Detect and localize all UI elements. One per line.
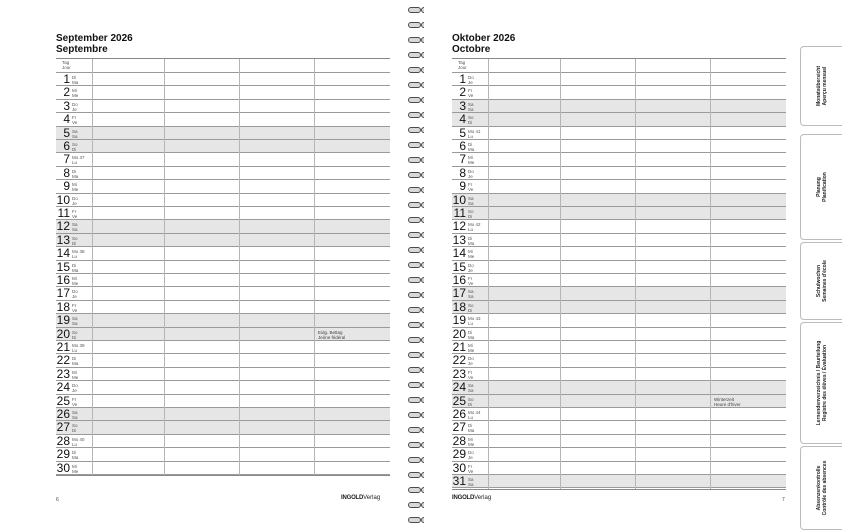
weekday-label: Fr Ve: [72, 396, 78, 407]
day-row[interactable]: [56, 368, 390, 381]
weekday-label: So Di: [468, 209, 474, 219]
day-number: 22: [452, 353, 466, 368]
weekday-label: Do Je: [72, 383, 78, 394]
day-row[interactable]: [452, 395, 786, 408]
day-row[interactable]: [452, 180, 786, 193]
day-row[interactable]: [56, 207, 390, 220]
right-month-title-fr: Octobre: [452, 44, 491, 55]
left-page: [0, 0, 420, 530]
day-row[interactable]: [452, 153, 786, 166]
day-number: 11: [453, 206, 466, 220]
day-number: 20: [56, 326, 70, 341]
weekday-label: Fr Ve: [468, 463, 474, 474]
day-row[interactable]: [452, 234, 786, 247]
weekday-label: Di Ma: [468, 423, 475, 434]
right-brand-rest: Verlag: [474, 495, 492, 501]
right-day-grid: [452, 58, 786, 490]
day-number: 10: [452, 192, 466, 207]
weekday-label: Mi Me: [72, 369, 79, 380]
day-row[interactable]: [56, 261, 390, 274]
day-row[interactable]: [56, 194, 390, 207]
weekday-label: Sa Sa: [468, 383, 474, 394]
weekday-label: Mo 44 Lu: [468, 410, 481, 420]
register-tabs: [800, 0, 842, 530]
day-row[interactable]: [56, 220, 390, 233]
day-row[interactable]: [452, 301, 786, 314]
weekday-label: Mo 37 Lu: [72, 155, 85, 166]
day-row[interactable]: [452, 328, 786, 341]
left-publisher-logo: [341, 495, 380, 501]
weekday-label: So Di: [72, 329, 78, 340]
weekday-label: Sa Sa: [468, 477, 474, 487]
day-row[interactable]: [452, 435, 786, 448]
day-number: 17: [56, 286, 70, 301]
day-number: 21: [452, 340, 466, 354]
day-number: 4: [63, 112, 70, 127]
day-number: 12: [56, 219, 70, 234]
day-row[interactable]: [56, 274, 390, 287]
day-number: 2: [459, 85, 466, 100]
weekday-label: Mo 40 Lu: [72, 436, 85, 447]
grid-header-row: [56, 59, 390, 73]
grid-header-row: [452, 59, 786, 73]
right-month-title-de: Oktober 2026: [452, 33, 516, 44]
weekday-label: Do Je: [468, 450, 474, 461]
weekday-label: Di Ma: [72, 75, 79, 85]
day-number: 14: [452, 246, 466, 261]
weekday-label: Sa Sa: [72, 316, 78, 327]
column-divider: [164, 59, 165, 475]
day-number: 19: [452, 313, 466, 328]
weekday-label: Fr Ve: [72, 115, 78, 126]
day-number: 8: [459, 165, 466, 180]
day-number: 14: [56, 246, 70, 261]
column-divider: [239, 59, 240, 475]
day-row[interactable]: [56, 86, 390, 99]
weekday-label: Fr Ve: [72, 209, 78, 219]
day-number: 7: [63, 152, 70, 167]
day-number: 28: [56, 433, 70, 448]
weekday-label: Sa Sa: [72, 410, 78, 420]
day-number: 9: [459, 179, 466, 194]
left-brand-bold: INGOLD: [341, 495, 364, 501]
day-number: 24: [452, 380, 466, 395]
holiday-note: Winterzeit Heure d'hiver: [714, 396, 741, 407]
day-number: 1: [459, 72, 466, 86]
day-number: 1: [63, 72, 70, 86]
weekday-label: Sa Sa: [72, 222, 78, 233]
column-divider: [92, 59, 93, 475]
weekday-label: Do Je: [468, 356, 474, 367]
left-page-number: 6: [56, 497, 59, 503]
tab-student-register-label: Lernendenverzeichnis / Beurteilung Registre des élèves / Évaluation: [815, 340, 828, 426]
day-number: 27: [56, 420, 70, 435]
weekday-label: Mi Me: [72, 88, 79, 99]
right-page: [424, 0, 824, 530]
weekday-label: Mo 42 Lu: [468, 222, 481, 233]
weekday-label: Di Ma: [72, 356, 79, 367]
day-row[interactable]: [56, 448, 390, 461]
day-row[interactable]: [56, 421, 390, 434]
day-number: 5: [63, 125, 70, 140]
day-row[interactable]: [452, 408, 786, 421]
day-number: 16: [452, 273, 466, 287]
day-row[interactable]: [452, 421, 786, 434]
weekday-label: Di Ma: [72, 168, 79, 179]
weekday-label: Mo 38 Lu: [72, 249, 85, 260]
day-row[interactable]: [56, 180, 390, 193]
weekday-label: Do Je: [72, 195, 78, 206]
day-number: 26: [452, 407, 466, 421]
day-row[interactable]: [452, 381, 786, 394]
weekday-label: Fr Ve: [468, 88, 474, 99]
tab-school-weeks[interactable]: [800, 242, 842, 320]
day-number: 25: [452, 393, 466, 408]
day-number: 20: [452, 326, 466, 341]
column-divider: [314, 59, 315, 475]
weekday-label: Mi Me: [468, 343, 475, 353]
day-number: 4: [459, 112, 466, 127]
weekday-label: Di Ma: [468, 235, 475, 246]
day-number: 13: [452, 232, 466, 247]
day-row[interactable]: [452, 475, 786, 488]
day-number: 30: [56, 460, 70, 475]
day-column-header: Tag Jour: [62, 60, 71, 70]
tab-school-weeks-label: Schulwochen Semaines d'école: [815, 260, 828, 302]
left-month-title-fr: Septembre: [56, 44, 108, 55]
day-number: 21: [56, 340, 70, 354]
weekday-label: So Di: [72, 142, 78, 152]
day-row[interactable]: [452, 100, 786, 113]
right-page-number: 7: [782, 497, 785, 503]
day-row[interactable]: [56, 341, 390, 354]
weekday-label: Mo 39 Lu: [72, 343, 85, 353]
left-brand-rest: Verlag: [363, 495, 381, 501]
day-number: 30: [452, 460, 466, 475]
day-row[interactable]: [56, 167, 390, 180]
day-row[interactable]: [56, 301, 390, 314]
weekday-label: Mi Me: [72, 463, 79, 474]
day-row[interactable]: [56, 140, 390, 153]
day-number: 23: [56, 366, 70, 381]
weekday-label: Fr Ve: [72, 302, 78, 313]
day-number: 28: [452, 433, 466, 448]
weekday-label: Mi Me: [468, 155, 475, 166]
day-number: 18: [452, 299, 466, 314]
day-number: 31: [452, 474, 466, 488]
day-number: 27: [452, 420, 466, 435]
day-number: 18: [56, 299, 70, 314]
day-number: 17: [452, 286, 466, 301]
day-number: 6: [459, 139, 466, 153]
day-row[interactable]: [452, 314, 786, 327]
day-row[interactable]: [56, 127, 390, 140]
weekday-label: So Di: [72, 235, 78, 246]
tab-monthly-overview-label: Monatsübersicht Aperçu mensuel: [815, 65, 828, 107]
day-number: 7: [459, 152, 466, 167]
day-row[interactable]: [452, 207, 786, 220]
tab-student-register[interactable]: [800, 322, 842, 444]
day-row[interactable]: [56, 100, 390, 113]
day-number: 3: [63, 98, 70, 113]
day-row[interactable]: [452, 113, 786, 126]
day-row[interactable]: [452, 274, 786, 287]
day-number: 16: [56, 273, 70, 287]
day-row[interactable]: [452, 462, 786, 475]
day-number: 10: [56, 192, 70, 207]
right-publisher-logo: [452, 495, 491, 501]
day-row[interactable]: [452, 140, 786, 153]
day-number: 8: [63, 165, 70, 180]
day-number: 3: [459, 98, 466, 113]
column-divider: [488, 59, 489, 489]
day-row[interactable]: [56, 247, 390, 260]
day-row[interactable]: [452, 86, 786, 99]
weekday-label: So Di: [468, 396, 474, 407]
day-row[interactable]: [452, 368, 786, 381]
day-row[interactable]: [56, 73, 390, 86]
day-number: 12: [452, 219, 466, 234]
weekday-label: Sa Sa: [468, 101, 474, 112]
tab-absence-control-label: Absenzenkontrolle Contrôle des absences: [815, 460, 828, 516]
weekday-label: Sa Sa: [468, 195, 474, 206]
day-row[interactable]: [452, 287, 786, 300]
day-row[interactable]: [452, 127, 786, 140]
day-row[interactable]: [56, 408, 390, 421]
day-row[interactable]: [56, 234, 390, 247]
weekday-label: Mi Me: [72, 182, 79, 193]
weekday-label: Sa Sa: [72, 128, 78, 139]
day-row[interactable]: [56, 113, 390, 126]
day-row[interactable]: [56, 462, 390, 475]
day-number: 19: [56, 313, 70, 328]
weekday-label: So Di: [468, 302, 474, 313]
weekday-label: Do Je: [72, 289, 78, 300]
day-number: 6: [63, 139, 70, 153]
weekday-label: Di Ma: [468, 142, 475, 152]
day-row[interactable]: [56, 381, 390, 394]
tab-planning[interactable]: [800, 134, 842, 240]
weekday-label: Mi Me: [468, 436, 475, 447]
day-row[interactable]: [452, 448, 786, 461]
weekday-label: Di Ma: [468, 329, 475, 340]
weekday-label: Do Je: [468, 262, 474, 273]
tab-absence-control[interactable]: [800, 446, 842, 530]
day-row[interactable]: [56, 153, 390, 166]
day-row[interactable]: [452, 220, 786, 233]
left-month-title-de: September 2026: [56, 33, 133, 44]
day-row[interactable]: [56, 435, 390, 448]
day-row[interactable]: [56, 314, 390, 327]
day-number: 13: [56, 232, 70, 247]
day-row[interactable]: [452, 341, 786, 354]
weekday-label: Fr Ve: [468, 276, 474, 286]
weekday-label: Mi Me: [468, 249, 475, 260]
weekday-label: Di Ma: [72, 450, 79, 461]
day-number: 26: [56, 407, 70, 421]
day-row[interactable]: [56, 328, 390, 341]
weekday-label: Di Ma: [72, 262, 79, 273]
weekday-label: Fr Ve: [468, 369, 474, 380]
left-day-grid: [56, 58, 390, 476]
day-number: 25: [56, 393, 70, 408]
tab-monthly-overview[interactable]: [800, 46, 842, 126]
holiday-note: Eidg. Bettag Jeûne fédéral: [318, 329, 346, 340]
weekday-label: So Di: [72, 423, 78, 434]
column-divider: [710, 59, 711, 489]
day-row[interactable]: [452, 194, 786, 207]
weekday-label: Mo 43 Lu: [468, 316, 481, 327]
weekday-label: Mo 41 Lu: [468, 128, 481, 139]
day-number: 24: [56, 380, 70, 395]
day-row[interactable]: [56, 287, 390, 300]
weekday-label: Do Je: [468, 75, 474, 85]
day-column-header: Tag Jour: [458, 60, 467, 70]
weekday-label: Do Je: [72, 101, 78, 112]
tab-planning-label: Planung Planification: [815, 172, 828, 202]
day-number: 2: [63, 85, 70, 100]
day-number: 15: [452, 259, 466, 274]
day-row[interactable]: [452, 247, 786, 260]
day-number: 29: [56, 447, 70, 462]
day-number: 29: [452, 447, 466, 462]
day-row[interactable]: [452, 73, 786, 86]
day-number: 23: [452, 366, 466, 381]
right-brand-bold: INGOLD: [452, 495, 475, 501]
day-row[interactable]: [452, 261, 786, 274]
weekday-label: So Di: [468, 115, 474, 126]
day-number: 5: [459, 125, 466, 140]
weekday-label: Sa Sa: [468, 289, 474, 300]
day-number: 9: [63, 179, 70, 194]
weekday-label: Do Je: [468, 168, 474, 179]
day-row[interactable]: [56, 354, 390, 367]
day-number: 22: [56, 353, 70, 368]
column-divider: [560, 59, 561, 489]
day-row[interactable]: [56, 395, 390, 408]
weekday-label: Fr Ve: [468, 182, 474, 193]
day-number: 15: [56, 259, 70, 274]
weekday-label: Mi Me: [72, 276, 79, 286]
column-divider: [635, 59, 636, 489]
day-row[interactable]: [452, 354, 786, 367]
day-row[interactable]: [452, 167, 786, 180]
day-number: 11: [57, 206, 70, 220]
